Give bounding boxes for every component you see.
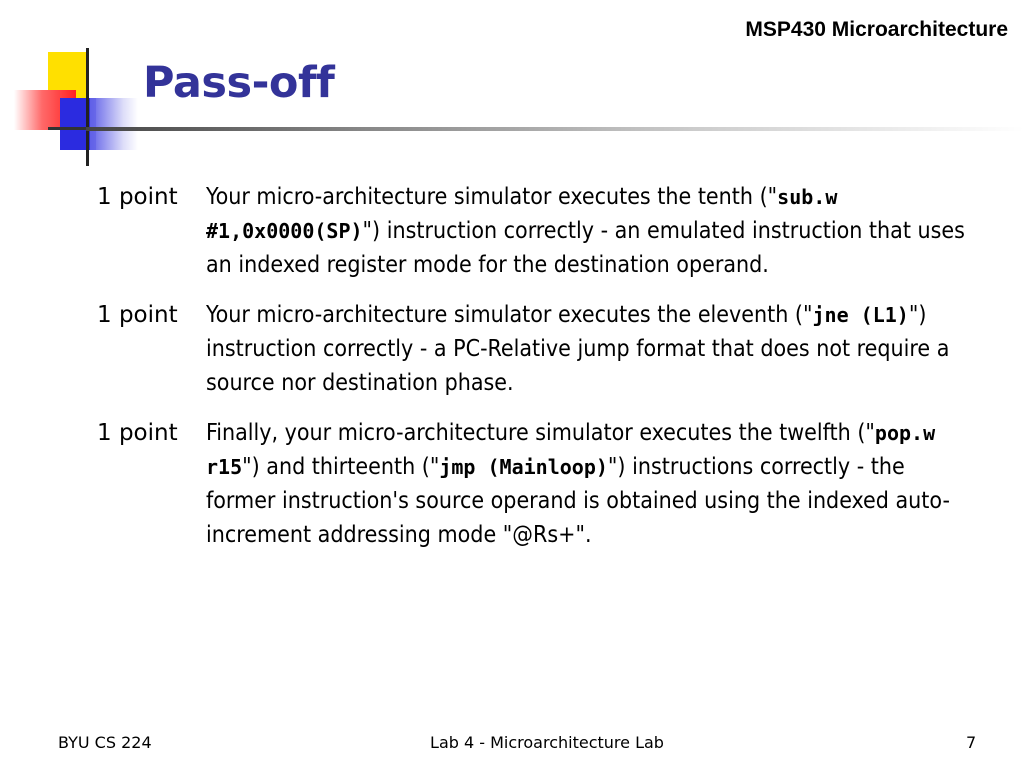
code-snippet: jne (L1) — [812, 303, 909, 327]
slide-header: MSP430 Microarchitecture — [745, 18, 1008, 41]
text-run: ") and thirteenth (" — [242, 454, 440, 480]
list-item — [97, 298, 997, 400]
text-run: Your micro-architecture simulator executes the eleventh (" — [206, 302, 813, 328]
footer-page-number: 7 — [966, 733, 977, 752]
item-points: 1 point — [97, 420, 178, 446]
code-snippet: sub.w #1,0x0000(SP) — [206, 185, 838, 243]
code-snippet: jmp (Mainloop) — [439, 455, 608, 479]
item-points: 1 point — [97, 302, 178, 328]
item-description — [206, 180, 976, 282]
item-points: 1 point — [97, 184, 178, 210]
list-item — [97, 180, 997, 282]
footer-lab-title: Lab 4 - Microarchitecture Lab — [430, 733, 664, 752]
slide-logo — [0, 0, 150, 170]
item-description — [206, 298, 976, 400]
logo-vertical-line — [86, 48, 89, 166]
page-title: Pass-off — [143, 58, 335, 108]
item-description — [206, 416, 976, 552]
list-item — [97, 416, 997, 552]
text-run: ") instruction correctly - a PC-Relative jump format that does not require a source nor destination phase. — [206, 302, 950, 396]
footer-course: BYU CS 224 — [58, 733, 152, 752]
text-run: Your micro-architecture simulator executes the tenth (" — [206, 184, 778, 210]
code-snippet: pop.w r15 — [206, 421, 936, 479]
text-run: Finally, your micro-architecture simulator executes the twelfth (" — [206, 420, 875, 446]
text-run: ") instruction correctly - an emulated instruction that uses an indexed register mode for the destination operand. — [206, 218, 965, 278]
pass-off-list — [97, 180, 997, 568]
text-run: ") instructions correctly - the former instruction's source operand is obtained using the indexed auto-increment addressing mode "@Rs+". — [206, 454, 950, 548]
title-divider — [86, 127, 1024, 131]
logo-blue-fade — [90, 98, 138, 150]
